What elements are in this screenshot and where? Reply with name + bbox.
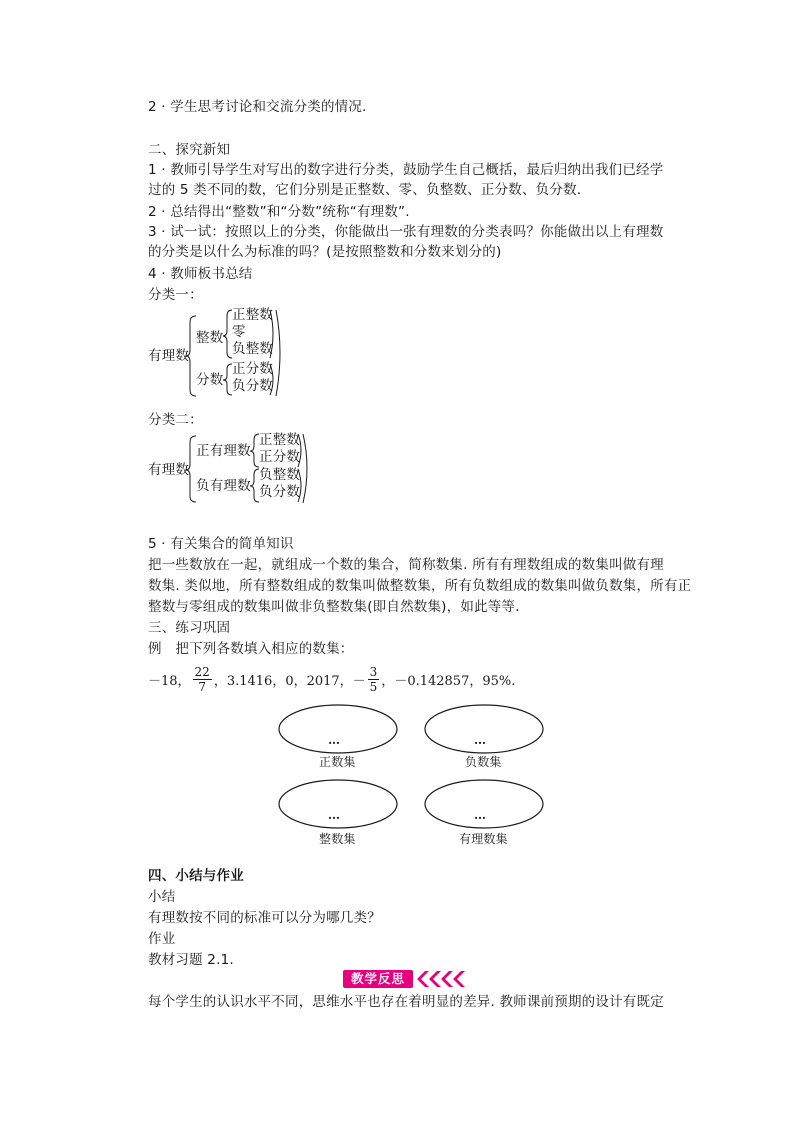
reflection-banner — [343, 970, 467, 988]
set-dots: … — [328, 733, 341, 747]
classification-1-title: 分类一： — [148, 287, 203, 303]
fraction-denominator: 7 — [198, 679, 206, 694]
number-segment: ，3.1416，0，2017，－ — [213, 673, 366, 689]
reflection-text: 每个学生的认识水平不同，思维水平也存在着明显的差异. 教师课前预期的设计有既定 — [148, 994, 664, 1010]
sets-paragraph-line3: 整数与零组成的数集叫做非负整数集(即自然数集)，如此等等. — [148, 599, 520, 615]
sets-item-5: 5 · 有关集合的简单知识 — [148, 536, 294, 552]
classification-1-child: 正分数 — [232, 361, 274, 377]
explore-item-2: 2 · 总结得出“整数”和“分数”统称“有理数”. — [148, 204, 410, 220]
classification-1-root: 有理数 — [148, 348, 190, 364]
classification-2-child: 正分数 — [259, 449, 301, 465]
homework-title: 作业 — [148, 931, 176, 947]
section-heading-practice: 三、练习巩固 — [148, 620, 231, 636]
sets-paragraph-line2: 数集. 类似地，所有整数组成的数集叫做整数集，所有负数组成的数集叫做负数集，所有正 — [148, 578, 692, 594]
set-label-positive: 正数集 — [319, 755, 356, 769]
summary-title: 小结 — [148, 889, 176, 905]
explore-item-3-line2: 的分类是以什么为标准的吗？(是按照整数和分数来划分的) — [148, 244, 502, 260]
practice-example: 例 把下列各数填入相应的数集： — [148, 641, 354, 657]
summary-question: 有理数按不同的标准可以分为哪几类？ — [148, 910, 381, 926]
set-label-integer: 整数集 — [319, 832, 356, 846]
section-heading-summary: 四、小结与作业 — [148, 868, 244, 884]
explore-item-1-line2: 过的 5 类不同的数，它们分别是正整数、零、负整数、正分数、负分数. — [148, 182, 582, 198]
fraction-numerator: 3 — [369, 664, 378, 679]
classification-2-branch-positive: 正有理数 — [196, 443, 251, 459]
chevrons-icon — [415, 970, 467, 988]
set-label-negative: 负数集 — [465, 755, 502, 769]
explore-item-3-line1: 3 · 试一试：按照以上的分类，你能做出一张有理数的分类表吗？你能做出以上有理数 — [148, 224, 664, 240]
classification-1-child: 正整数 — [232, 307, 274, 323]
classification-2-child: 负分数 — [259, 484, 301, 500]
set-label-rational: 有理数集 — [459, 832, 508, 846]
classification-2-root: 有理数 — [148, 462, 190, 478]
explore-item-4: 4 · 教师板书总结 — [148, 266, 253, 282]
classification-1-child: 负整数 — [232, 341, 274, 357]
number-segment: ，－0.142857，95%. — [381, 673, 516, 689]
classification-2-child: 负整数 — [259, 467, 301, 483]
set-dots: … — [474, 808, 487, 822]
classification-1-branch-fraction: 分数 — [196, 372, 224, 388]
fraction-denominator: 5 — [369, 679, 378, 694]
classification-2-child: 正整数 — [259, 432, 301, 448]
explore-item-1-line1: 1 · 教师引导学生对写出的数字进行分类，鼓励学生自己概括，最后归纳出我们已经学 — [148, 162, 664, 178]
classification-1-child: 零 — [232, 324, 246, 340]
sets-paragraph-line1: 把一些数放在一起，就组成一个数的集合，简称数集. 所有有理数组成的数集叫做有理 — [148, 557, 664, 573]
fraction-numerator: 22 — [194, 664, 210, 679]
classification-2-branch-negative: 负有理数 — [196, 478, 251, 494]
classification-1-child: 负分数 — [232, 378, 274, 394]
set-dots: … — [328, 808, 341, 822]
intro-item-2: 2 · 学生思考讨论和交流分类的情况. — [148, 99, 367, 115]
reflection-banner-label: 教学反思 — [343, 970, 413, 988]
classification-2-title: 分类二： — [148, 412, 203, 428]
section-heading-explore: 二、探究新知 — [148, 142, 231, 158]
homework-text: 教材习题 2.1. — [148, 952, 234, 968]
set-dots: … — [474, 733, 487, 747]
classification-1-branch-integer: 整数 — [196, 330, 224, 346]
number-segment: －18， — [148, 673, 191, 689]
